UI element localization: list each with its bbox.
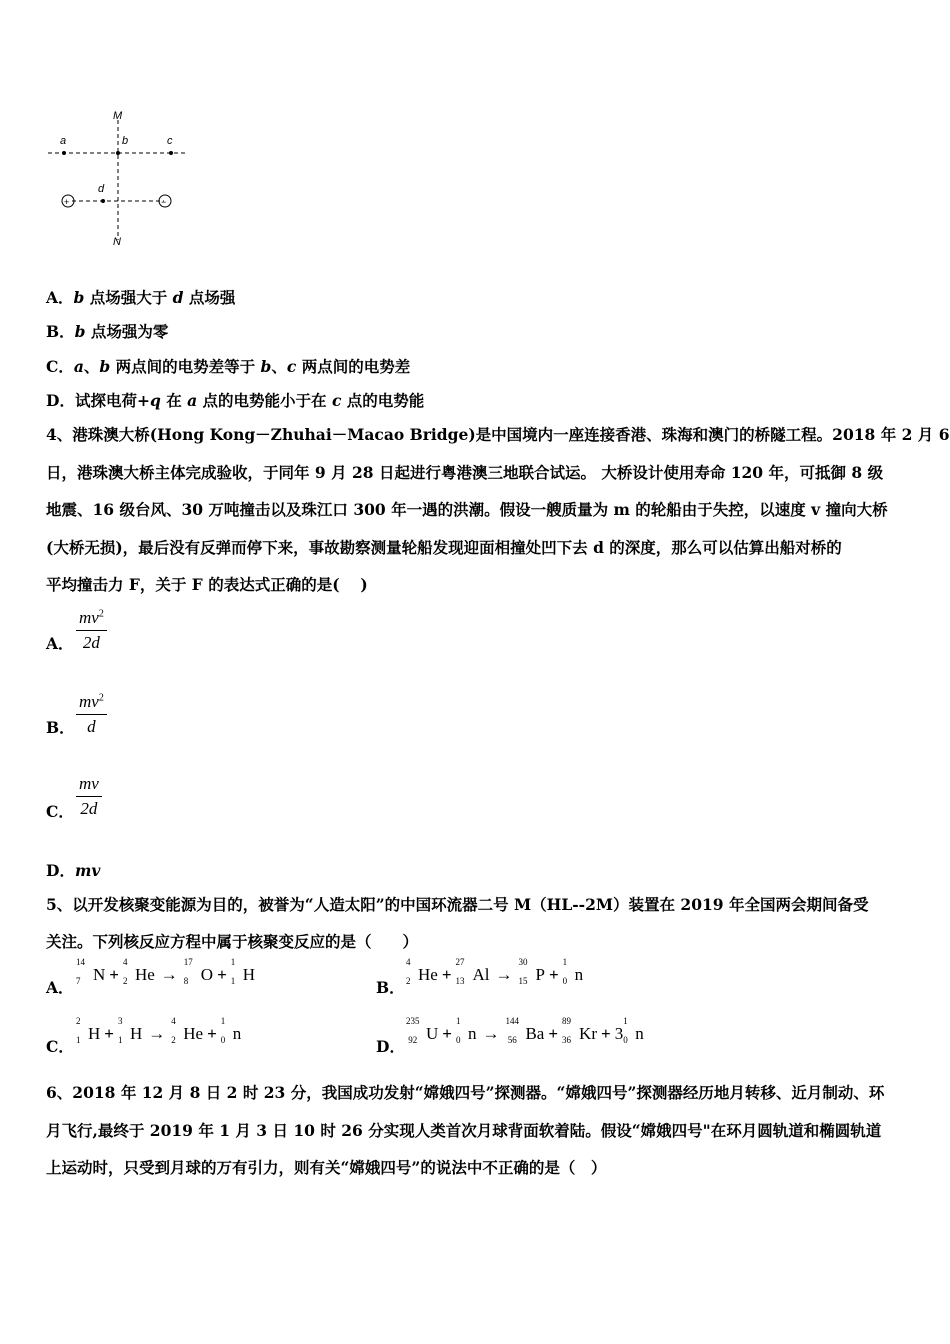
q6-line-3: 上运动时，只受到月球的万有引力，则有关“嫦娥四号”的说法中不正确的是（ ） xyxy=(46,1158,607,1177)
q5-line-2: 关注。下列核反应方程中属于核聚变反应的是（ ） xyxy=(46,932,419,951)
q4-line-3: 地震、16 级台风、30 万吨撞击以及珠江口 300 年一遇的洪潮。假设一艘质量为 m 的轮船由于失控，以速度 v 撞向大桥 xyxy=(46,500,888,519)
label-a: a xyxy=(60,135,67,147)
label-c: c xyxy=(167,135,173,147)
q3-option-d[interactable]: D．试探电荷+q 在 a 点的电势能小于在 c 点的电势能 xyxy=(46,391,425,410)
q5-option-a-equation: 14 7 N + 4 2 He → 17 8 O + 1 1 H xyxy=(76,957,256,986)
q6-line-1: 6、2018 年 12 月 8 日 2 时 23 分，我国成功发射“嫦娥四号”探测器。“嫦娥四号”探测器经历地月转移、近月制动、环 xyxy=(46,1083,885,1102)
q4-line-4: (大桥无损)，最后没有反弹而停下来，事故勘察测量轮船发现迎面相撞处凹下去 d 的深度，那么可以估算出船对桥的 xyxy=(46,538,842,557)
q3-option-a[interactable]: A．b 点场强大于 d 点场强 xyxy=(46,288,236,307)
q5-option-b-letter[interactable]: B． xyxy=(376,978,405,997)
label-minus: − xyxy=(161,197,167,207)
q5-option-d-equation: 235 92 U + 1 0 n → 144 56 Ba + 89 36 Kr + 3 1 0 n xyxy=(406,1016,644,1045)
label-N: N xyxy=(113,236,121,248)
label-b: b xyxy=(122,135,129,147)
q6-line-2: 月飞行,最终于 2019 年 1 月 3 日 10 时 26 分实现人类首次月球背面软着陆。假设“嫦娥四号"在环月圆轨道和椭圆轨道 xyxy=(46,1121,882,1140)
q4-option-a-formula: $\frac{mv^2}{2d}$ xyxy=(76,608,107,653)
q4-line-2: 日，港珠澳大桥主体完成验收，于同年 9 月 28 日起进行粤港澳三地联合试运。 大桥设计使用寿命 120 年，可抵御 8 级 xyxy=(46,463,884,482)
q3-option-b[interactable]: B．b 点场强为零 xyxy=(46,322,169,341)
q3-option-c[interactable]: C．a、b 两点间的电势差等于 b、c 两点间的电势差 xyxy=(46,357,411,376)
q4-option-c-formula: $\frac{mv}{2d}$ xyxy=(76,774,102,819)
label-M: M xyxy=(113,110,123,122)
label-plus: + xyxy=(64,197,70,207)
q5-option-b-equation: 4 2 He + 27 13 Al → 30 15 P + 1 0 n xyxy=(406,957,584,986)
q4-option-b-letter[interactable]: B． xyxy=(46,718,75,737)
q4-line-1: 4、港珠澳大桥(Hong Kong－Zhuhai－Macao Bridge)是中国境内一座连接香港、珠海和澳门的桥隧工程。2018 年 2 月 6 xyxy=(46,425,950,444)
label-d: d xyxy=(98,183,105,195)
q4-line-5: 平均撞击力 F，关于 F 的表达式正确的是( ) xyxy=(46,575,368,594)
q4-option-b-formula: $\frac{mv^2}{d}$ xyxy=(76,692,107,737)
q5-option-a-letter[interactable]: A． xyxy=(46,978,74,997)
q4-option-a-letter[interactable]: A． xyxy=(46,634,74,653)
q4-option-c-letter[interactable]: C． xyxy=(46,802,74,821)
q4-option-d[interactable]: D．mv xyxy=(46,861,101,880)
field-diagram xyxy=(40,100,200,250)
q5-option-d-letter[interactable]: D． xyxy=(376,1037,405,1056)
q5-option-c-equation: 2 1 H + 3 1 H → 4 2 He + 1 0 n xyxy=(76,1016,242,1045)
q5-line-1: 5、以开发核聚变能源为目的，被誉为“人造太阳”的中国环流器二号 M（HL--2M）装置在 2019 年全国两会期间备受 xyxy=(46,895,869,914)
q5-option-c-letter[interactable]: C． xyxy=(46,1037,74,1056)
